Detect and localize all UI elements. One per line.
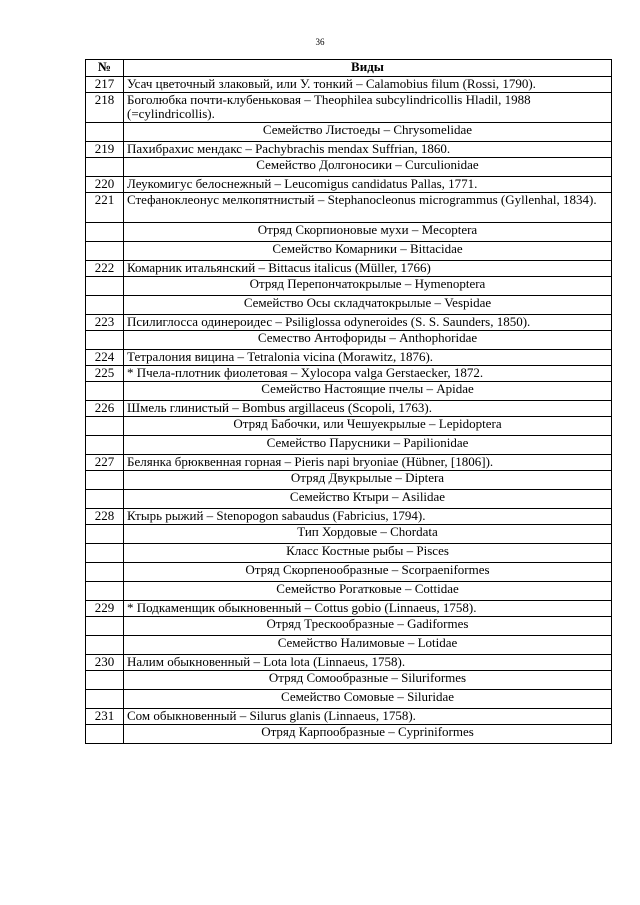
species-row — [86, 193, 612, 223]
species-row — [86, 315, 612, 331]
species-number: 220 — [86, 177, 124, 193]
taxon-group-title: Семейство Комарники – Bittacidae — [124, 242, 612, 261]
taxon-group-row — [86, 490, 612, 509]
empty-number-cell — [86, 690, 124, 709]
empty-number-cell — [86, 382, 124, 401]
empty-number-cell — [86, 123, 124, 142]
taxon-group-row — [86, 436, 612, 455]
empty-number-cell — [86, 671, 124, 690]
species-number: 231 — [86, 709, 124, 725]
taxon-group-title: Семейство Листоеды – Chrysomelidae — [124, 123, 612, 142]
species-table — [85, 59, 612, 744]
taxon-group-row — [86, 563, 612, 582]
empty-number-cell — [86, 436, 124, 455]
species-row — [86, 655, 612, 671]
species-row — [86, 142, 612, 158]
taxon-group-title: Семейство Долгоносики – Curculionidae — [124, 158, 612, 177]
species-name: * Подкаменщик обыкновенный – Cottus gobio (Linnaeus, 1758). — [124, 601, 612, 617]
species-name: Комарник итальянский – Bittacus italicus (Müller, 1766) — [124, 261, 612, 277]
species-name: Пахибрахис мендакс – Pachybrachis mendax Suffrian, 1860. — [124, 142, 612, 158]
taxon-group-row — [86, 690, 612, 709]
taxon-group-row — [86, 471, 612, 490]
species-number: 217 — [86, 77, 124, 93]
species-number: 224 — [86, 350, 124, 366]
species-name: Белянка брюквенная горная – Pieris napi bryoniae (Hübner, [1806]). — [124, 455, 612, 471]
taxon-group-title: Тип Хордовые – Chordata — [124, 525, 612, 544]
species-name: Налим обыкновенный – Lota lota (Linnaeus, 1758). — [124, 655, 612, 671]
taxon-group-row — [86, 617, 612, 636]
empty-number-cell — [86, 582, 124, 601]
empty-number-cell — [86, 617, 124, 636]
species-number: 225 — [86, 366, 124, 382]
taxon-group-title: Отряд Бабочки, или Чешуекрылые – Lepidoptera — [124, 417, 612, 436]
species-row — [86, 601, 612, 617]
species-row — [86, 455, 612, 471]
species-number: 218 — [86, 93, 124, 123]
empty-number-cell — [86, 525, 124, 544]
species-name: Усач цветочный злаковый, или У. тонкий – Calamobius filum (Rossi, 1790). — [124, 77, 612, 93]
species-name: Псилиглосса одинероидес – Psiliglossa odyneroides (S. S. Saunders, 1850). — [124, 315, 612, 331]
empty-number-cell — [86, 417, 124, 436]
species-name: Тетралония вицина – Tetralonia vicina (Morawitz, 1876). — [124, 350, 612, 366]
species-name: Леукомигус белоснежный – Leucomigus candidatus Pallas, 1771. — [124, 177, 612, 193]
species-name: Сом обыкновенный – Silurus glanis (Linnaeus, 1758). — [124, 709, 612, 725]
species-row — [86, 401, 612, 417]
species-row — [86, 261, 612, 277]
taxon-group-row — [86, 525, 612, 544]
species-name: Ктырь рыжий – Stenopogon sabaudus (Fabricius, 1794). — [124, 509, 612, 525]
taxon-group-row — [86, 296, 612, 315]
species-row — [86, 77, 612, 93]
taxon-group-title: Семейство Осы складчатокрылые – Vespidae — [124, 296, 612, 315]
empty-number-cell — [86, 563, 124, 582]
empty-number-cell — [86, 242, 124, 261]
taxon-group-row — [86, 582, 612, 601]
empty-number-cell — [86, 158, 124, 177]
species-row — [86, 350, 612, 366]
species-row — [86, 93, 612, 123]
taxon-group-title: Семество Антофориды – Anthophoridae — [124, 331, 612, 350]
taxon-group-row — [86, 544, 612, 563]
taxon-group-row — [86, 242, 612, 261]
table-body — [86, 77, 612, 744]
species-name: * Пчела-плотник фиолетовая – Xylocopa valga Gerstaecker, 1872. — [124, 366, 612, 382]
taxon-group-title: Семейство Парусники – Papilionidae — [124, 436, 612, 455]
species-number: 221 — [86, 193, 124, 223]
taxon-group-title: Отряд Скорпионовые мухи – Mecoptera — [124, 223, 612, 242]
taxon-group-row — [86, 277, 612, 296]
taxon-group-row — [86, 417, 612, 436]
taxon-group-row — [86, 636, 612, 655]
empty-number-cell — [86, 725, 124, 744]
taxon-group-title: Отряд Карпообразные – Cypriniformes — [124, 725, 612, 744]
taxon-group-row — [86, 158, 612, 177]
taxon-group-row — [86, 725, 612, 744]
empty-number-cell — [86, 296, 124, 315]
species-number: 223 — [86, 315, 124, 331]
column-header-number: № — [86, 60, 124, 77]
species-number: 228 — [86, 509, 124, 525]
species-name: Шмель глинистый – Bombus argillaceus (Scopoli, 1763). — [124, 401, 612, 417]
taxon-group-title: Семейство Ктыри – Asilidae — [124, 490, 612, 509]
taxon-group-row — [86, 123, 612, 142]
species-row — [86, 709, 612, 725]
taxon-group-title: Отряд Сомообразные – Siluriformes — [124, 671, 612, 690]
species-number: 230 — [86, 655, 124, 671]
species-number: 226 — [86, 401, 124, 417]
species-row — [86, 509, 612, 525]
column-header-species: Виды — [124, 60, 612, 77]
taxon-group-row — [86, 223, 612, 242]
empty-number-cell — [86, 331, 124, 350]
taxon-group-title: Семейство Сомовые – Siluridae — [124, 690, 612, 709]
taxon-group-title: Семейство Рогатковые – Cottidae — [124, 582, 612, 601]
taxon-group-title: Отряд Скорпенообразные – Scorpaeniformes — [124, 563, 612, 582]
taxon-group-title: Отряд Трескообразные – Gadiformes — [124, 617, 612, 636]
taxon-group-row — [86, 671, 612, 690]
species-number: 219 — [86, 142, 124, 158]
species-number: 229 — [86, 601, 124, 617]
species-name: Стефаноклеонус мелкопятнистый – Stephanocleonus microgrammus (Gyllenhal, 1834). — [124, 193, 612, 223]
empty-number-cell — [86, 223, 124, 242]
empty-number-cell — [86, 636, 124, 655]
species-name: Боголюбка почти-клубеньковая – Theophilea subcylindricollis Hladil, 1988 (=cylindricollis). — [124, 93, 612, 123]
species-row — [86, 177, 612, 193]
taxon-group-title: Семейство Настоящие пчелы – Apidae — [124, 382, 612, 401]
table-header-row — [86, 60, 612, 77]
page-number: 36 — [315, 37, 325, 47]
empty-number-cell — [86, 277, 124, 296]
species-number: 222 — [86, 261, 124, 277]
taxon-group-title: Семейство Налимовые – Lotidae — [124, 636, 612, 655]
empty-number-cell — [86, 490, 124, 509]
taxon-group-row — [86, 382, 612, 401]
species-row — [86, 366, 612, 382]
taxon-group-title: Отряд Перепончатокрылые – Hymenoptera — [124, 277, 612, 296]
taxon-group-title: Отряд Двукрылые – Diptera — [124, 471, 612, 490]
species-number: 227 — [86, 455, 124, 471]
taxon-group-title: Класс Костные рыбы – Pisces — [124, 544, 612, 563]
taxon-group-row — [86, 331, 612, 350]
empty-number-cell — [86, 471, 124, 490]
empty-number-cell — [86, 544, 124, 563]
